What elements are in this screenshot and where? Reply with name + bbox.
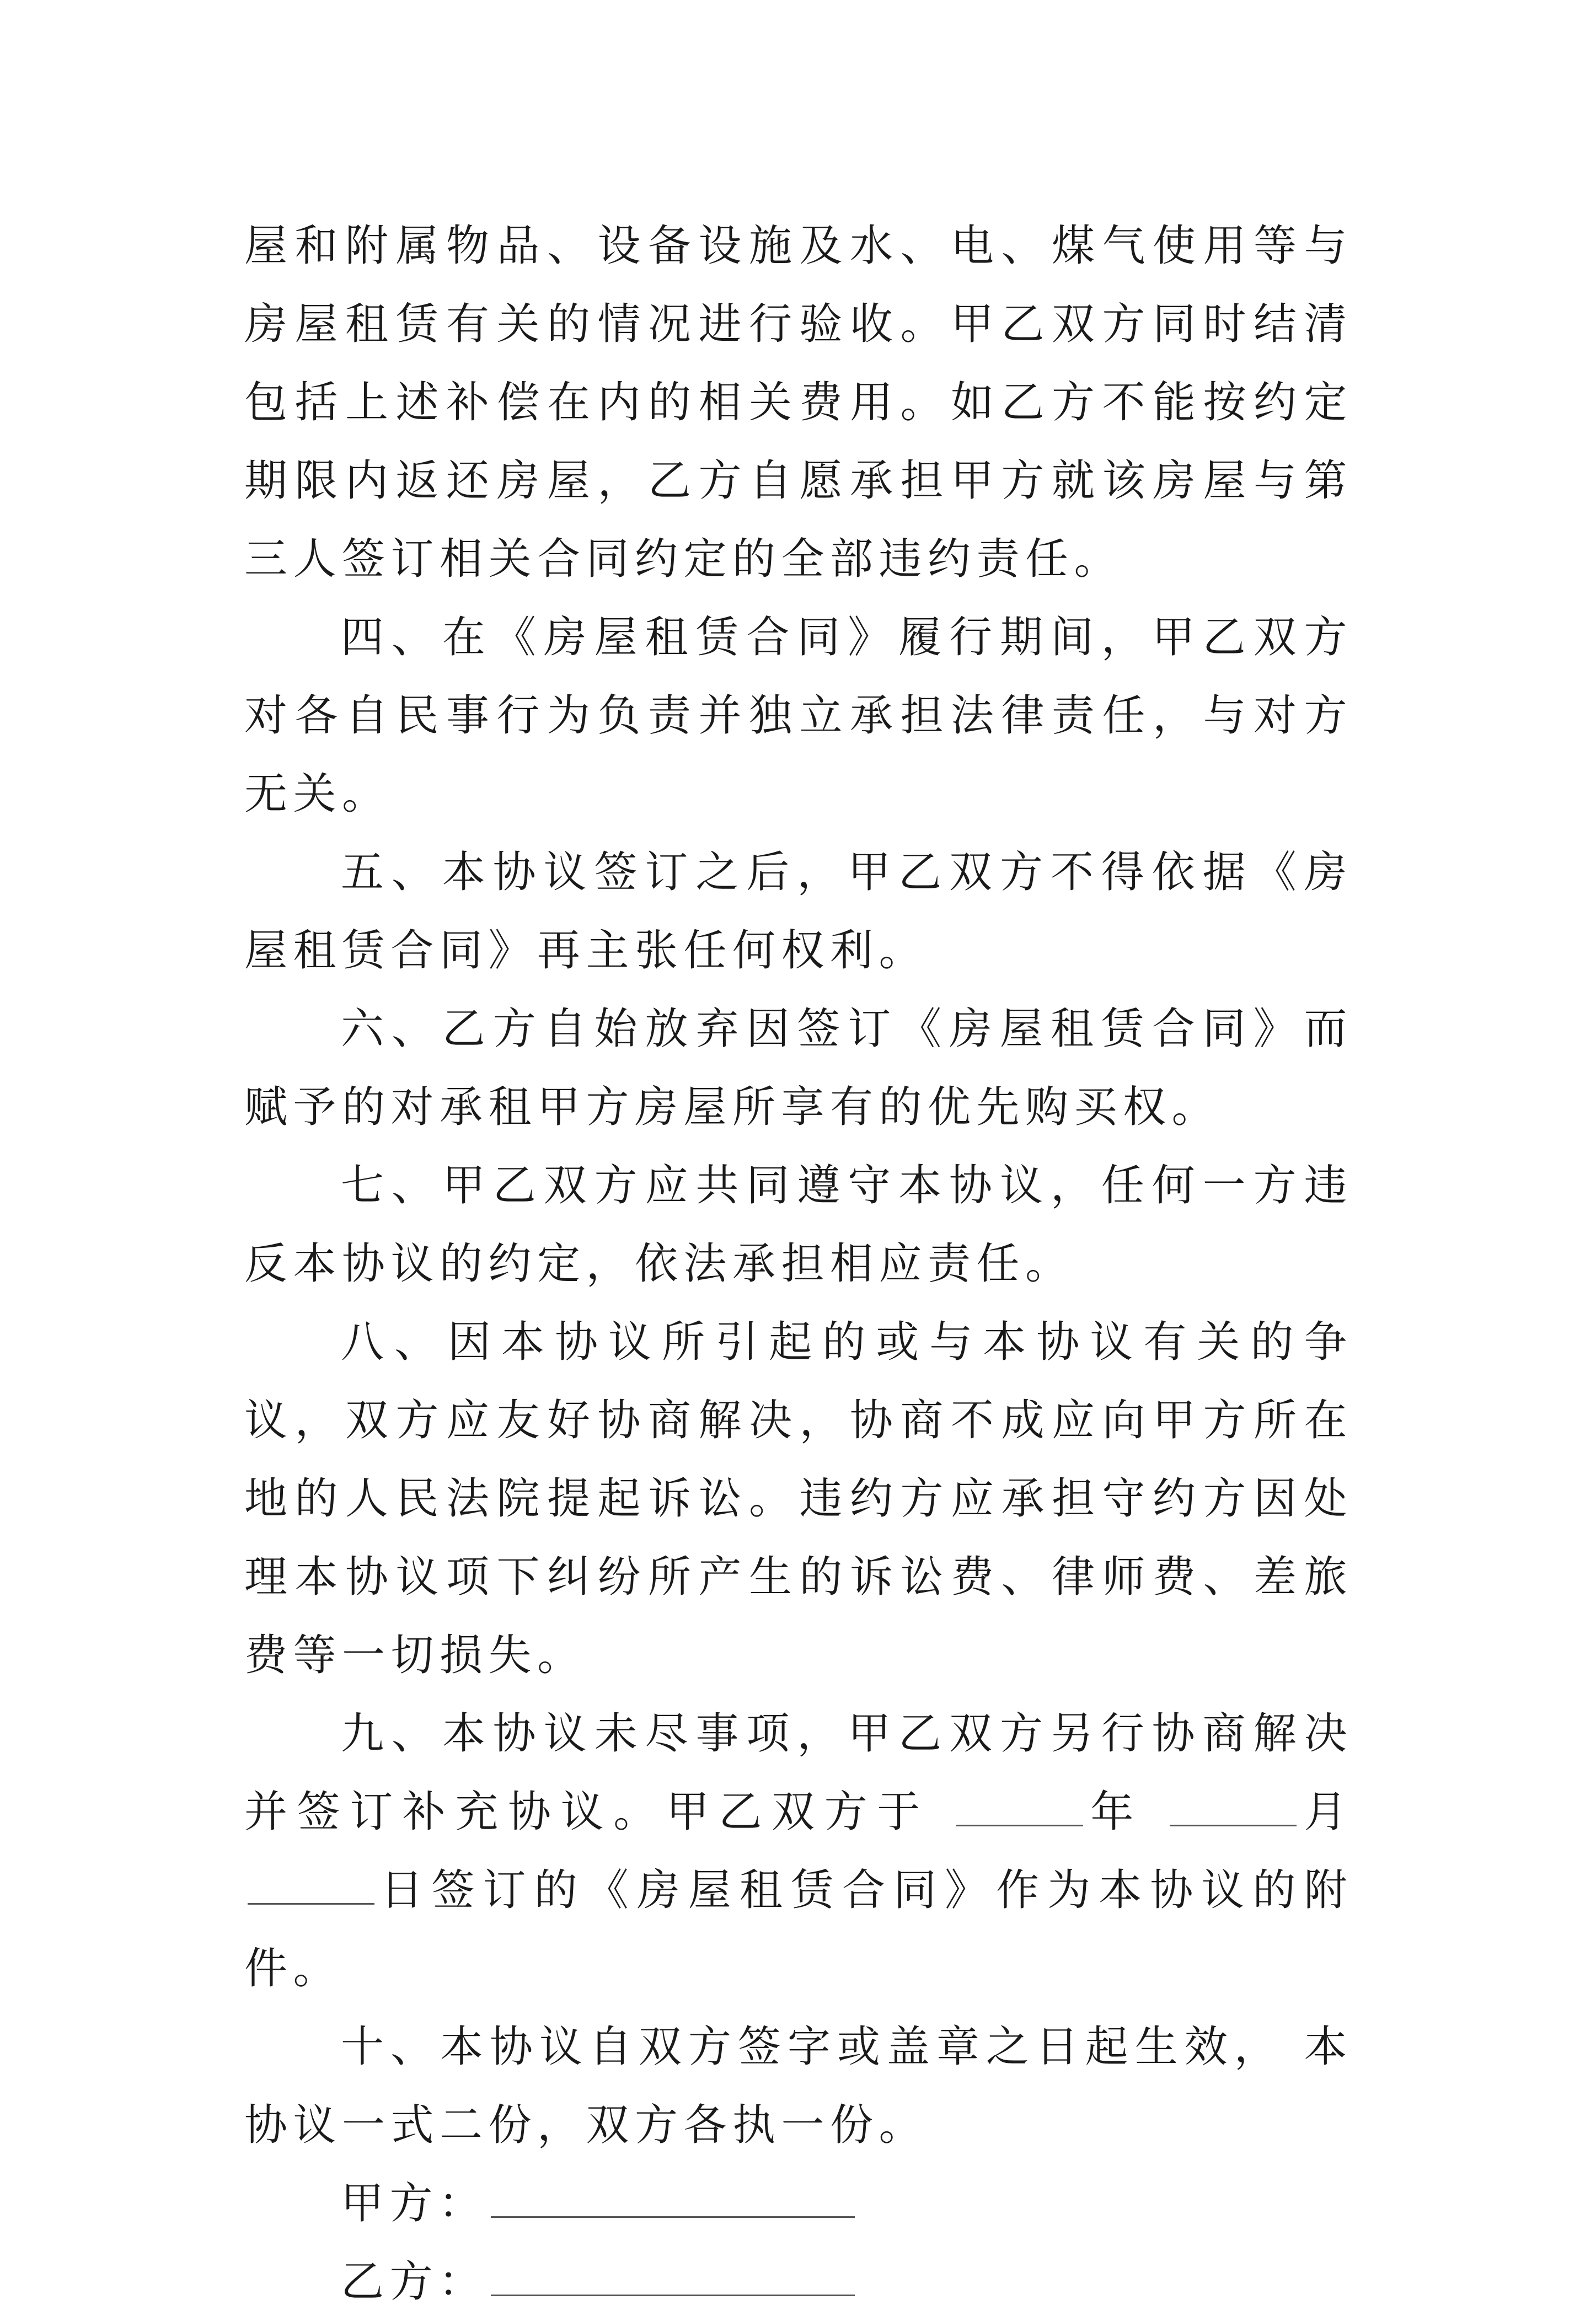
clause-7: 七、甲乙双方应共同遵守本协议，任何一方违反本协议的约定，依法承担相应责任。: [244, 1161, 1353, 1289]
clause-5: 五、本协议签订之后，甲乙双方不得依据《房屋租赁合同》再主张任何权利。: [244, 848, 1353, 975]
clause-10: 十、本协议自双方签字或盖章之日起生效， 本协议一式二份，双方各执一份。: [244, 2022, 1353, 2150]
clause-9: [244, 1695, 1353, 2008]
clause-6: 六、乙方自始放弃因签订《房屋租赁合同》而赋予的对承租甲方房屋所享有的优先购买权。: [244, 1004, 1353, 1132]
party-b-signature-line: [244, 2243, 1353, 2321]
day-blank: [248, 1862, 374, 1905]
party-a-blank: [491, 2175, 855, 2218]
clause-3-continuation: 屋和附属物品、设备设施及水、电、煤气使用等与房屋租赁有关的情况进行验收。甲乙双方同时结清包括上述补偿在内的相关费用。如乙方不能按约定期限内返还房屋，乙方自愿承担甲方就该房屋与第三人签订相关合同约定的全部违约责任。: [244, 221, 1353, 584]
party-b-label: 乙方：: [341, 2257, 488, 2307]
month-blank: [1170, 1784, 1297, 1826]
party-a-label: 甲方：: [341, 2179, 488, 2228]
clause-9-text-before: 九、本协议未尽事项，甲乙双方另行协商解决并签订补充协议。甲乙双方于: [244, 1709, 1353, 1837]
agreement-body: [244, 207, 1353, 2321]
clause-4: 四、在《房屋租赁合同》履行期间，甲乙双方对各自民事行为负责并独立承担法律责任，与对方无关。: [244, 613, 1353, 819]
year-label: 年: [1086, 1787, 1143, 1837]
party-b-blank: [491, 2254, 855, 2296]
clause-8: 八、因本协议所引起的或与本协议有关的争议，双方应友好协商解决，协商不成应向甲方所在地的人民法院提起诉讼。违约方应承担守约方因处理本协议项下纠纷所产生的诉讼费、律师费、差旅费等一切损失。: [244, 1317, 1353, 1680]
party-a-signature-line: [244, 2164, 1353, 2243]
year-blank: [956, 1784, 1083, 1826]
month-label: 月: [1300, 1787, 1353, 1837]
clause-9-text-after: 日签订的《房屋租赁合同》作为本协议的附件。: [244, 1866, 1353, 1993]
